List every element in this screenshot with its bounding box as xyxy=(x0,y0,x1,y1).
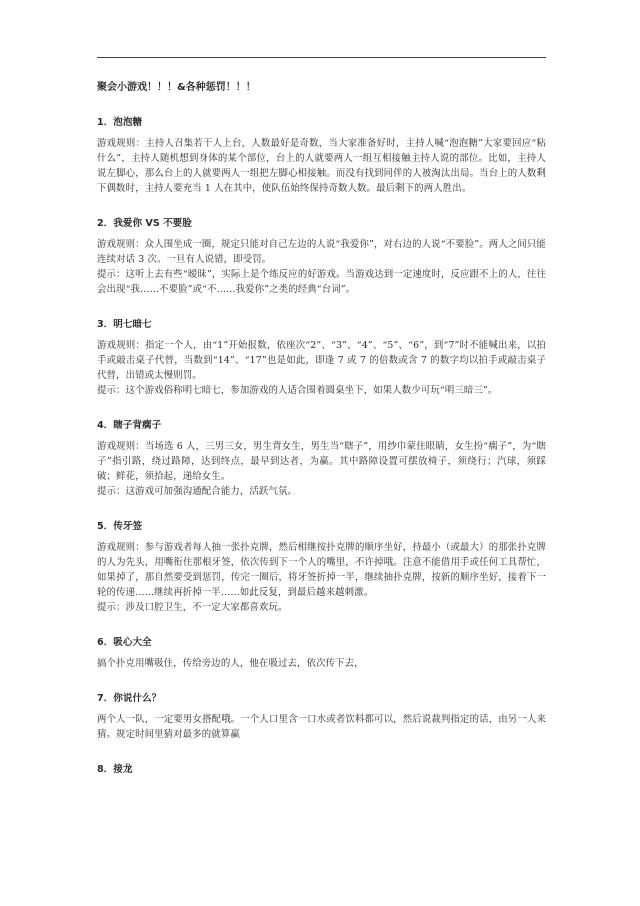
section-paragraph: 游戏规则：主持人召集若干人上台，人数最好是奇数，当大家准备好时，主持人喊“泡泡糖”大家要回应“粘什么”，主持人随机想到身体的某个部位，台上的人就要两人一组互相接触主持人说的部位。比如，主持人说左脚心，那么台上的人就要两人一组把左脚心相接触。而没有找到同伴的人被淘汰出局。当台上的人数剩下偶数时，主持人要充当 1 人在其中，使队伍始终保持奇数人数。最后剩下的两人胜出。 xyxy=(97,138,546,194)
section-heading: 8．接龙 xyxy=(97,764,133,775)
section-heading: 3．明七暗七 xyxy=(97,319,152,330)
section-2 xyxy=(97,216,546,297)
section-7 xyxy=(97,691,546,742)
document-title: 聚会小游戏！！！&各种惩罚！！！ xyxy=(97,82,256,93)
section-heading: 2．我爱你 VS 不要脸 xyxy=(97,218,192,229)
section-tip: 提示：这听上去有些“暧昧”，实际上是个练反应的好游戏。当游戏达到一定速度时，反应跟不上的人，往往会出现“我……不要脸”或“不……我爱你”之类的经典“台词”。 xyxy=(97,269,546,295)
section-heading: 5．传牙签 xyxy=(97,521,143,532)
section-heading: 4．瞎子背瘸子 xyxy=(97,420,162,431)
section-paragraph: 游戏规则：参与游戏者每人抽一张扑克牌，然后相继按扑克牌的顺序坐好，持最小（或最大）的那张扑克牌的人为先头，用嘴衔住那根牙签，依次传到下一个人的嘴里，不许掉哦。注意不能借用手或任何工具帮忙，如果掉了，那自然要受到惩罚，传完一圈后，将牙签折掉一半，继续抽扑克牌，按新的顺序坐好，接着下一轮的传递……继续再折掉一半……如此反复，到最后越来越刺激。 xyxy=(97,542,546,598)
section-heading: 1．泡泡糖 xyxy=(97,117,143,128)
section-4 xyxy=(97,418,546,499)
section-heading: 7．你说什么？ xyxy=(97,693,162,704)
section-paragraph: 游戏规则：指定一个人，由“1”开始报数，依座次“2”、“3”、“4”、“5”、“6”，到“7”时不能喊出来，以拍手或敲击桌子代替，当数到“14”、“17”也是如此，即逢 7 或 7 的倍数或含 7 的数字均以拍手或敲击桌子代替，出错或太慢则罚。 xyxy=(97,340,546,381)
section-tip: 提示：这游戏可加强沟通配合能力，活跃气氛。 xyxy=(97,486,298,497)
section-paragraph: 搞个扑克用嘴吸住，传给旁边的人，他在吸过去，依次传下去， xyxy=(97,658,364,669)
section-tip: 提示：涉及口腔卫生，不一定大家都喜欢玩。 xyxy=(97,602,288,613)
section-3 xyxy=(97,317,546,398)
section-paragraph: 游戏规则：众人围坐成一圈，规定只能对自己左边的人说“我爱你”，对右边的人说“不要脸”。两人之间只能连续对话 3 次。一旦有人说错，即受罚。 xyxy=(97,239,546,265)
section-tip: 提示：这个游戏俗称明七暗七，参加游戏的人适合围着圆桌坐下，如果人数少可玩“明三暗三”。 xyxy=(97,385,498,396)
section-8 xyxy=(97,762,546,777)
section-paragraph: 两个人一队，一定要男女搭配哦。一个人口里含一口水或者饮料都可以，然后说裁判指定的话，由另一人来猜。规定时间里猜对最多的就算赢 xyxy=(97,714,546,740)
document-body xyxy=(97,80,546,797)
section-paragraph: 游戏规则：当场选 6 人，三男三女，男生背女生，男生当“瞎子”，用纱巾蒙住眼睛，女生扮“瘸子”，为“瞎子”指引路，绕过路障，达到终点，最早到达者，为赢。其中路障设置可摆放椅子，须绕行；汽球，须踩破；鲜花，须拾起，递给女生。 xyxy=(97,441,546,482)
section-6 xyxy=(97,635,546,671)
section-5 xyxy=(97,519,546,615)
section-heading: 6．吸心大全 xyxy=(97,637,152,648)
header-rule xyxy=(97,57,546,58)
section-1 xyxy=(97,115,546,196)
